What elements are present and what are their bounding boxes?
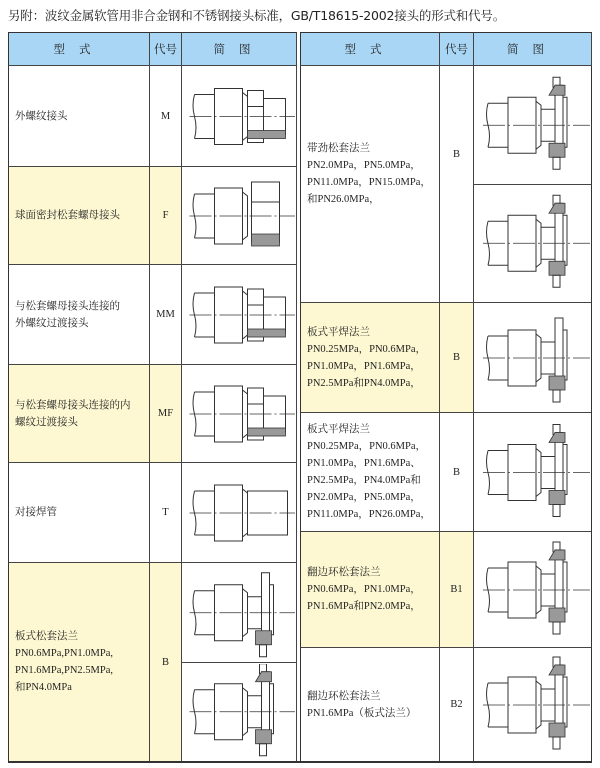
- type-line: PN1.6MPa,PN2.5MPa,: [15, 665, 114, 676]
- slip-on-plate-flange-alt-drawing: [476, 415, 590, 530]
- left-row-drawing: [182, 563, 297, 663]
- left-row-type: [8, 66, 150, 167]
- type-line: 带劲松套法兰: [307, 143, 370, 154]
- left-header-type: 型式: [8, 32, 150, 66]
- left-row-code: MM: [150, 265, 182, 365]
- loose-plate-flange-alt-drawing: [184, 664, 295, 760]
- type-line: 板式平焊法兰: [307, 424, 370, 435]
- type-line: PN0.25MPa，PN0.6MPa，: [307, 441, 427, 452]
- left-row-drawing: [182, 663, 297, 763]
- hubbed-flange-drawing: [476, 68, 590, 183]
- left-row-type: [8, 365, 150, 463]
- swivel-nut-fitting-drawing: [184, 169, 295, 263]
- right-row-code: B: [440, 413, 474, 532]
- type-text: [307, 140, 431, 208]
- left-header-drawing: 简图: [182, 32, 297, 66]
- right-row-drawing: [474, 532, 592, 648]
- right-row-drawing: [474, 413, 592, 532]
- type-line: PN1.0MPa，PN1.6MPa，: [307, 360, 421, 372]
- type-line: PN2.5MPa和PN4.0MPa，: [307, 377, 421, 389]
- page-title: 另附：波纹金属软管用非合金钢和不锈钢接头标准，GB/T18615-2002接头的形式和代号。: [8, 8, 505, 23]
- type-line: 与松套螺母接头连接的: [15, 300, 120, 312]
- right-row-type: [300, 413, 440, 532]
- right-row-drawing: [474, 66, 592, 185]
- type-line: 板式松套法兰: [15, 631, 78, 642]
- slip-on-plate-flange-drawing: [476, 305, 590, 411]
- type-line: PN0.25MPa，PN0.6MPa，: [307, 343, 427, 355]
- right-row-type: [300, 532, 440, 648]
- type-line: PN1.6MPa和PN2.0MPa，: [307, 601, 421, 612]
- right-row-type: [300, 66, 440, 303]
- type-text: [15, 207, 120, 224]
- type-text: [15, 504, 57, 521]
- type-text: [307, 324, 426, 392]
- type-line: 螺纹过渡接头: [15, 416, 78, 428]
- type-text: [15, 108, 68, 125]
- left-row-code: T: [150, 463, 182, 563]
- right-row-drawing: [474, 648, 592, 762]
- lap-joint-plate-flange-drawing: [476, 650, 590, 760]
- type-line: 外螺纹接头: [15, 110, 68, 122]
- type-text: [307, 421, 431, 523]
- left-row-drawing: [182, 365, 297, 463]
- type-line: PN2.0MPa，PN5.0MPa，: [307, 492, 421, 503]
- type-line: 板式平焊法兰: [307, 326, 370, 338]
- type-line: 与松套螺母接头连接的内: [15, 399, 131, 411]
- left-row-code: F: [150, 167, 182, 265]
- left-row-type: [8, 167, 150, 265]
- right-row-code: B: [440, 303, 474, 413]
- type-line: PN11.0MPa，PN15.0MPa，: [307, 177, 431, 188]
- table-bottom-border: [8, 761, 592, 763]
- right-row-type: [300, 303, 440, 413]
- female-adapter-fitting-drawing: [184, 367, 295, 461]
- butt-weld-pipe-drawing: [184, 465, 295, 561]
- male-adapter-fitting-drawing: [184, 267, 295, 363]
- right-row-code: B2: [440, 648, 474, 762]
- type-line: PN0.6MPa，PN1.0MPa，: [307, 584, 421, 595]
- lap-joint-flange-drawing: [476, 534, 590, 646]
- type-line: 外螺纹过渡接头: [15, 317, 89, 329]
- type-line: 球面密封松套螺母接头: [15, 210, 120, 221]
- type-line: 翻边环松套法兰: [307, 567, 381, 578]
- right-row-drawing: [474, 303, 592, 413]
- right-row-code: B: [440, 66, 474, 303]
- left-row-drawing: [182, 265, 297, 365]
- left-row-code: MF: [150, 365, 182, 463]
- type-line: 翻边环松套法兰: [307, 690, 381, 702]
- male-thread-fitting-drawing: [184, 68, 295, 165]
- type-line: 对接焊管: [15, 507, 57, 518]
- left-row-type: [8, 265, 150, 365]
- left-row-drawing: [182, 66, 297, 167]
- right-header-type: 型式: [300, 32, 440, 66]
- left-row-type: [8, 563, 150, 762]
- loose-plate-flange-drawing: [184, 565, 295, 661]
- left-row-type: [8, 463, 150, 563]
- type-line: PN11.0MPa，PN26.0MPa，: [307, 509, 431, 520]
- type-line: PN1.0MPa，PN1.6MPa、: [307, 458, 421, 469]
- right-row-code: B1: [440, 532, 474, 648]
- type-text: [307, 688, 416, 722]
- left-header-code: 代号: [150, 32, 182, 66]
- type-text: [15, 298, 120, 332]
- left-row-drawing: [182, 167, 297, 265]
- right-row-type: [300, 648, 440, 762]
- type-line: 和PN26.0MPa，: [307, 194, 380, 205]
- type-line: PN2.0MPa，PN5.0MPa，: [307, 160, 421, 171]
- type-line: PN1.6MPa（板式法兰）: [307, 707, 417, 719]
- right-row-drawing: [474, 185, 592, 304]
- right-header-drawing: 简图: [474, 32, 592, 66]
- type-text: [307, 564, 421, 615]
- type-line: PN2.5MPa，PN4.0MPa和: [307, 475, 421, 486]
- hubbed-flange-alt-drawing: [476, 186, 590, 301]
- type-line: 和PN4.0MPa: [15, 682, 72, 693]
- left-row-code: M: [150, 66, 182, 167]
- left-row-drawing: [182, 463, 297, 563]
- type-text: [15, 628, 113, 696]
- left-row-code: B: [150, 563, 182, 762]
- right-header-code: 代号: [440, 32, 474, 66]
- type-text: [15, 397, 131, 431]
- type-line: PN0.6MPa,PN1.0MPa,: [15, 648, 114, 659]
